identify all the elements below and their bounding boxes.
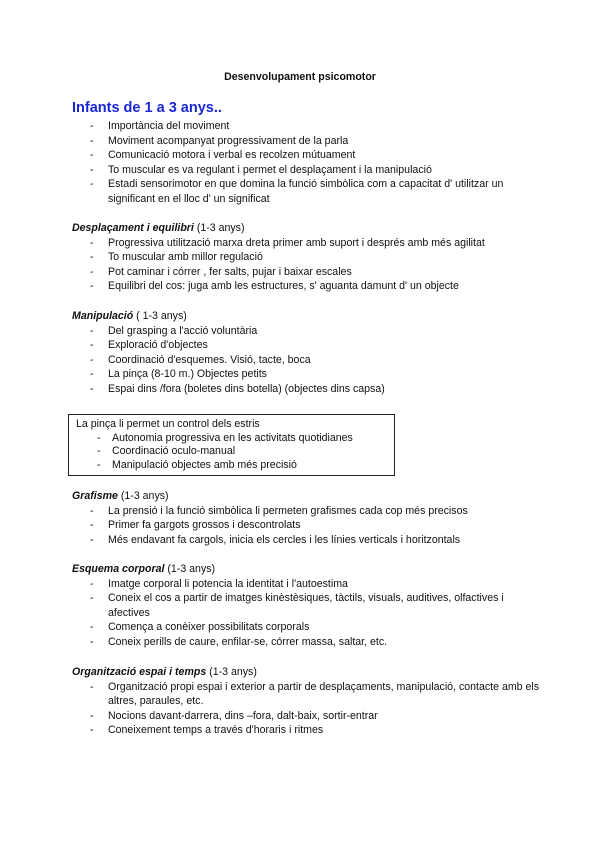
- heading-age: ( 1-3 anys): [133, 310, 187, 322]
- list-item: - Equilibri del cos: juga amb les estructures, s' aguanta damunt d' un objecte: [72, 279, 542, 294]
- pinca-box: [68, 414, 395, 476]
- intro-list: [72, 119, 542, 207]
- section-list: [72, 236, 542, 294]
- heading-title: Organització espai i temps: [72, 666, 207, 678]
- section-heading: [72, 562, 542, 577]
- section-list: [72, 680, 542, 738]
- list-item: - Coneix perills de caure, enfilar-se, córrer massa, saltar, etc.: [72, 635, 542, 650]
- section-list: [72, 577, 542, 650]
- list-item: - Pot caminar i córrer , fer salts, pujar i baixar escales: [72, 265, 542, 280]
- heading-age: (1-3 anys): [193, 222, 245, 234]
- list-item: - La prensió i la funció simbòlica li permeten grafismes cada cop més precisos: [72, 504, 542, 519]
- heading-age: (1-3 anys): [206, 666, 257, 678]
- heading-title: Manipulació: [72, 310, 134, 322]
- heading-age: (1-3 anys): [117, 490, 169, 502]
- list-item: - Exploració d'objectes: [72, 338, 542, 353]
- list-item: - Autonomia progressiva en les activitats quotidianes: [76, 432, 394, 446]
- list-item: - Progressiva utilització marxa dreta primer amb suport i després amb més agilitat: [72, 236, 542, 251]
- list-item: - Estadi sensorimotor en que domina la funció simbòlica com a capacitat d' utilitzar un significant en el lloc d' un significat: [72, 177, 542, 206]
- heading-title: Desplaçament i equilibri: [72, 222, 194, 234]
- list-item: - Coordinació oculo-manual: [76, 445, 394, 459]
- heading-title: Grafisme: [72, 490, 118, 502]
- section-grafisme: [72, 489, 542, 547]
- page-title: Desenvolupament psicomotor: [224, 71, 376, 83]
- intro-heading: Infants de 1 a 3 anys..: [72, 100, 222, 116]
- list-item: - Espai dins /fora (boletes dins botella) (objectes dins capsa): [72, 382, 542, 397]
- list-item: - Més endavant fa cargols, inicia els cercles i les línies verticals i horitzontals: [72, 533, 542, 548]
- list-item: - Del grasping a l'acció voluntària: [72, 324, 542, 339]
- box-intro: La pinça li permet un control dels estris: [76, 418, 260, 430]
- list-item: - To muscular amb millor regulació: [72, 250, 542, 265]
- list-item: - Comunicació motora i verbal es recolzen mútuament: [72, 148, 542, 163]
- list-item: - La pinça (8-10 m.) Objectes petits: [72, 367, 542, 382]
- list-item: - Imatge corporal li potencia la identitat i l'autoestima: [72, 577, 542, 592]
- section-heading: [72, 309, 542, 324]
- list-item: - Organització propi espai i exterior a partir de desplaçaments, manipulació, contacte amb els altres, paraules, etc.: [72, 680, 542, 709]
- list-item: - Nocions davant-darrera, dins –fora, dalt-baix, sortir-entrar: [72, 709, 542, 724]
- intro-section: [72, 119, 542, 207]
- section-heading: [72, 221, 542, 236]
- section-organitzacio: [72, 665, 542, 738]
- list-item: - Moviment acompanyat progressivament de la parla: [72, 134, 542, 149]
- section-list: [72, 324, 542, 397]
- section-esquema: [72, 562, 542, 650]
- list-item: - Coneixement temps a través d'horaris i ritmes: [72, 723, 542, 738]
- section-manipulacio: [72, 309, 542, 397]
- list-item: - Coneix el cos a partir de imatges kinèstèsiques, tàctils, visuals, auditives, olfactives i afectives: [72, 591, 542, 620]
- section-desplacament: [72, 221, 542, 294]
- list-item: - Comença a conèixer possibilitats corporals: [72, 620, 542, 635]
- list-item: - Manipulació objectes amb més precisió: [76, 459, 394, 473]
- section-list: [72, 504, 542, 548]
- heading-title: Esquema corporal: [72, 563, 165, 575]
- list-item: - To muscular es va regulant i permet el desplaçament i la manipulació: [72, 163, 542, 178]
- section-heading: [72, 665, 542, 680]
- list-item: - Importància del moviment: [72, 119, 542, 134]
- section-heading: [72, 489, 542, 504]
- list-item: - Coordinació d'esquemes. Visió, tacte, boca: [72, 353, 542, 368]
- list-item: - Primer fa gargots grossos i descontrolats: [72, 518, 542, 533]
- heading-age: (1-3 anys): [164, 563, 216, 575]
- box-list: [76, 432, 394, 473]
